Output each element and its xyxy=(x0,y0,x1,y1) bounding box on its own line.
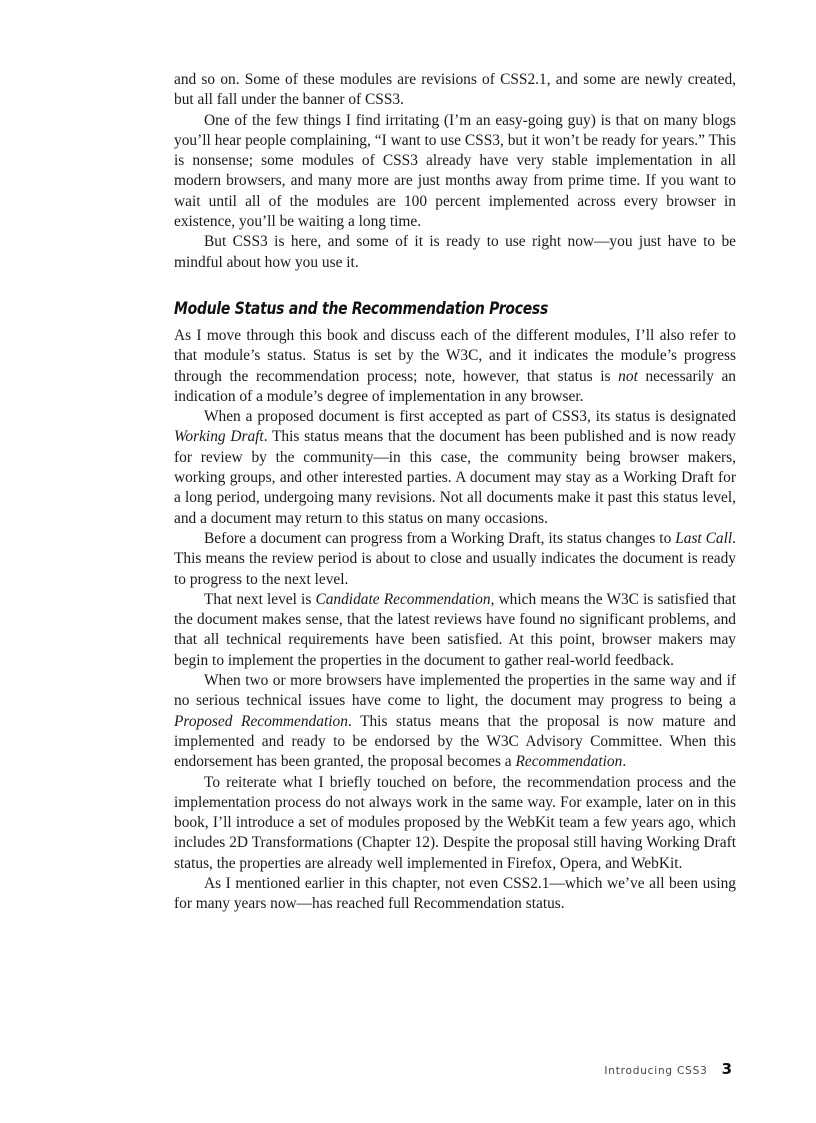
emphasis-not: not xyxy=(618,367,638,385)
section-heading: Module Status and the Recommendation Process xyxy=(174,298,549,319)
paragraph-status-6: To reiterate what I briefly touched on before, the recommendation process and the implementation process do not always work in the same way. For example, later on in this book, I’ll introduce a set of modules proposed by the WebKit team a few years ago, which includes 2D Transformations (Chapter 12). Despite the proposal still having Working Draft status, the properties are already well implemented in Firefox, Opera, and WebKit. xyxy=(174,773,736,872)
text-run: That next level is xyxy=(204,590,316,608)
term-working-draft: Working Draft xyxy=(174,428,264,446)
running-title: Introducing CSS3 xyxy=(604,1065,708,1077)
term-recommendation: Recommendation xyxy=(515,753,623,771)
paragraph-status-2 xyxy=(174,407,736,529)
page-content xyxy=(174,70,736,915)
page-footer xyxy=(604,1060,732,1078)
paragraph-status-7: As I mentioned earlier in this chapter, not even CSS2.1—which we’ve all been using for many years now—has reached full Recommendation status. xyxy=(174,874,736,913)
paragraph-intro-1: and so on. Some of these modules are revisions of CSS2.1, and some are newly created, but all fall under the banner of CSS3. xyxy=(174,71,736,109)
text-run: When two or more browsers have implemented the properties in the same way and if no serious technical issues have come to light, the document may progress to being a xyxy=(174,672,736,710)
text-run: Before a document can progress from a Working Draft, its status changes to xyxy=(204,529,676,547)
text-run: . xyxy=(622,753,627,771)
text-run: . This status means that the document has been published and is now ready for review by the community—in this case, the community being browser makers, working groups, and other interested parties. A document may stay as a Working Draft for a long period, undergoing many revisions. Not all documents make it past this status level, and a document may return to this status on many occasions. xyxy=(174,428,736,527)
text-run: . This means the review period is about to close and usually indicates the document is ready to progress to the next level. xyxy=(174,529,736,588)
paragraph-status-3 xyxy=(174,529,736,590)
paragraph-intro-3: But CSS3 is here, and some of it is ready to use right now—you just have to be mindful about how you use it. xyxy=(174,233,736,271)
paragraph-status-5 xyxy=(174,671,736,772)
text-run: When a proposed document is first accepted as part of CSS3, its status is designated xyxy=(204,408,736,426)
page-number: 3 xyxy=(721,1060,732,1078)
paragraph-intro-2: One of the few things I find irritating (I’m an easy-going guy) is that on many blogs you’ll hear people complaining, “I want to use CSS3, but it won’t be ready for years.” This is nonsense; some modules of CSS3 already have very stable implementation in all modern browsers, and many more are just months away from prime time. If you want to wait until all of the modules are 100 percent implemented across every browser in existence, you’ll be waiting a long time. xyxy=(174,111,736,231)
text-run: necessarily an indication of a module’s degree of implementation in any browser. xyxy=(174,367,736,405)
paragraph-status-1 xyxy=(174,326,736,407)
term-candidate-recommendation: Candidate Recommendation xyxy=(315,590,491,608)
text-run: . This status means that the proposal is now mature and implemented and ready to be endorsed by the W3C Advisory Committee. When this endorsement has been granted, the proposal becomes a xyxy=(174,712,736,771)
text-run: , which means the W3C is satisfied that the document makes sense, that the latest reviews have found no significant problems, and that all technical requirements have been satisfied. At this point, browser makers may begin to implement the properties in the document to gather real-world feedback. xyxy=(174,590,736,669)
term-last-call: Last Call xyxy=(675,529,733,547)
paragraph-status-4 xyxy=(174,590,736,671)
term-proposed-recommendation: Proposed Recommendation xyxy=(174,712,348,730)
text-run: As I move through this book and discuss each of the different modules, I’ll also refer to that module’s status. Status is set by the W3C, and it indicates the module’s progress through the recommendation process; note, however, that status is xyxy=(174,326,736,385)
